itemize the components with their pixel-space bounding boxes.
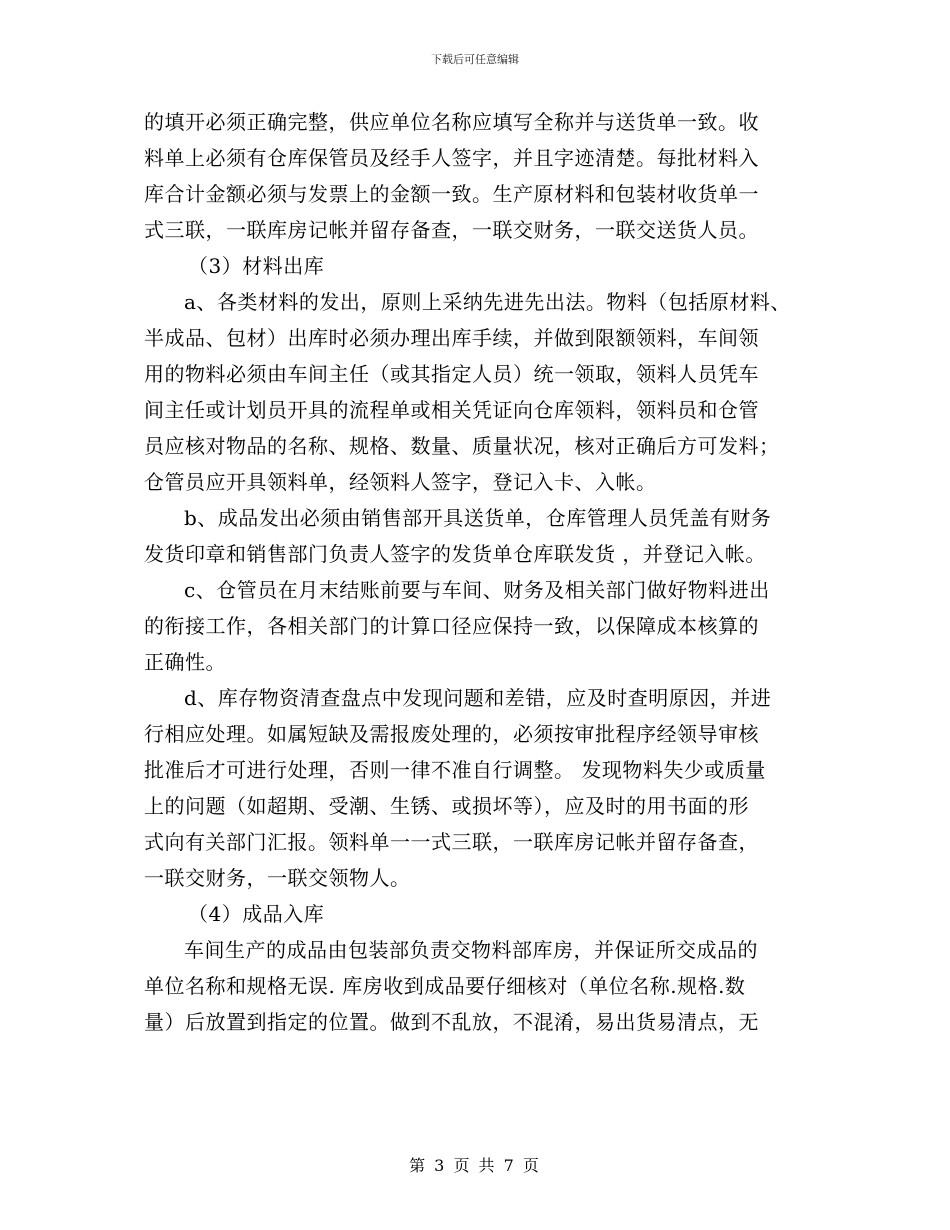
paragraph-start: d、库存物资清查盘点中发现问题和差错，应及时查明原因，并进	[184, 686, 772, 710]
page-number-footer: 第 3 页 共 7 页	[409, 1156, 541, 1175]
text-line: 正确性。	[144, 650, 226, 674]
paragraph-start: b、成品发出必须由销售部开具送货单，仓库管理人员凭盖有财务	[184, 506, 772, 530]
text-line: 库合计金额必须与发票上的金额一致。生产原材料和包装材收货单一	[144, 182, 759, 206]
page-header: 下载后可任意编辑	[431, 53, 519, 66]
text-line: 仓管员应开具领料单，经领料人签字，登记入卡、入帐。	[144, 470, 657, 494]
text-line: 一联交财务，一联交领物人。	[144, 866, 411, 890]
text-line: 的衔接工作，各相关部门的计算口径应保持一致，以保障成本核算的	[144, 614, 759, 638]
paragraph-start: 车间生产的成品由包装部负责交物料部库房，并保证所交成品的	[184, 938, 758, 962]
section-heading: （3）材料出库	[188, 254, 325, 278]
text-line: 员应核对物品的名称、规格、数量、质量状况，核对正确后方可发料；	[144, 434, 780, 458]
text-line: 间主任或计划员开具的流程单或相关凭证向仓库领料，领料员和仓管	[144, 398, 759, 422]
text-line: 料单上必须有仓库保管员及经手人签字，并且字迹清楚。每批材料入	[144, 146, 759, 170]
text-line: 单位名称和规格无误. 库房收到成品要仔细核对（单位名称.规格.数	[144, 974, 746, 998]
body-text	[144, 104, 834, 1040]
text-line: 式三联，一联库房记帐并留存备查，一联交财务，一联交送货人员。	[144, 218, 759, 242]
text-line: 用的物料必须由车间主任（或其指定人员）统一领取，领料人员凭车	[144, 362, 759, 386]
paragraph-start: c、仓管员在月末结账前要与车间、财务及相关部门做好物料进出	[184, 578, 770, 602]
paragraph-start: a、各类材料的发出，原则上采纳先进先出法。物料（包括原材料、	[184, 290, 791, 314]
text-line: 的填开必须正确完整，供应单位名称应填写全称并与送货单一致。收	[144, 110, 759, 134]
text-line: 发货印章和销售部门负责人签字的发货单仓库联发货 ，并登记入帐。	[144, 542, 766, 566]
text-line: 行相应处理。如属短缺及需报废处理的，必须按审批程序经领导审核	[144, 722, 759, 746]
text-line: 上的问题（如超期、受潮、生锈、或损坏等），应及时的用书面的形	[144, 794, 749, 818]
section-heading: （4）成品入库	[188, 902, 325, 926]
text-line: 批准后才可进行处理，否则一律不准自行调整。 发现物料失少或质量	[144, 758, 766, 782]
text-line: 半成品、包材）出库时必须办理出库手续，并做到限额领料，车间领	[144, 326, 759, 350]
text-line: 量）后放置到指定的位置。做到不乱放，不混淆，易出货易清点，无	[144, 1010, 759, 1034]
text-line: 式向有关部门汇报。领料单一一式三联，一联库房记帐并留存备查，	[144, 830, 759, 854]
